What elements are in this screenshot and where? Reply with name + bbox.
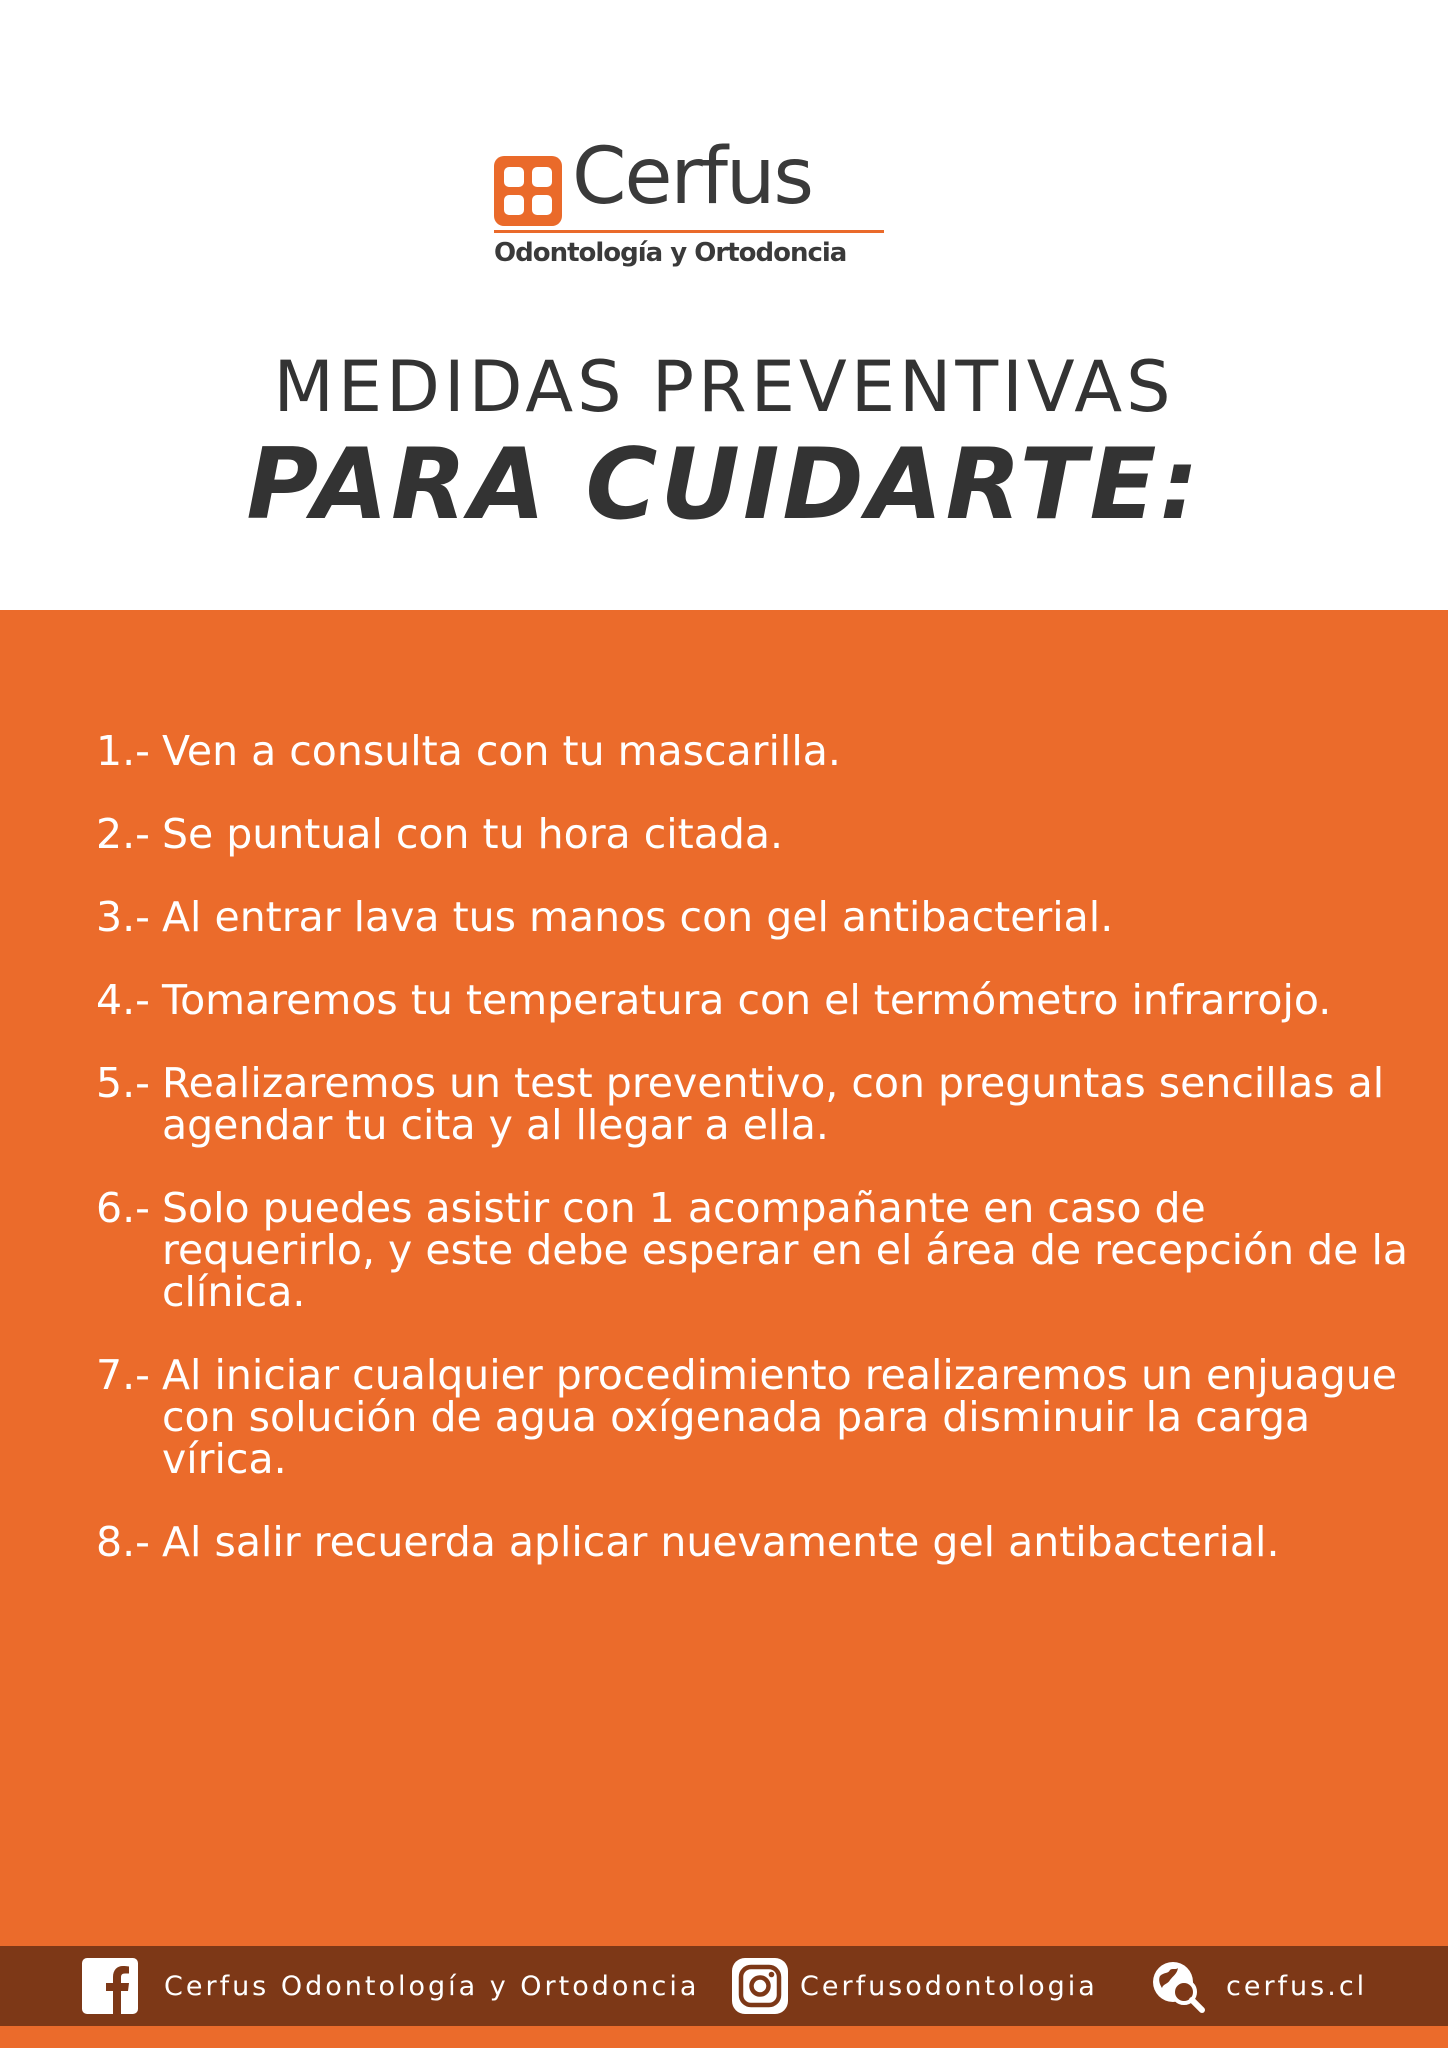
title-line-2: PARA CUIDARTE: bbox=[246, 428, 1202, 542]
measure-text: Solo puedes asistir con 1 acompañante en caso de requerirlo, y este debe esperar en el área de recepción de la clínica. bbox=[162, 1184, 1408, 1316]
logo-wordmark: Cerfus bbox=[572, 132, 813, 222]
social-footer bbox=[0, 1946, 1448, 2026]
measure-item bbox=[96, 1518, 1416, 1566]
measure-number: 3.- bbox=[96, 893, 150, 941]
measure-number: 1.- bbox=[96, 727, 150, 775]
header bbox=[0, 0, 1448, 610]
instagram-label: Cerfusodontologia bbox=[800, 1970, 1098, 2002]
measure-text: Al salir recuerda aplicar nuevamente gel antibacterial. bbox=[162, 1518, 1280, 1566]
measure-number: 7.- bbox=[96, 1351, 150, 1399]
facebook-link[interactable] bbox=[82, 1946, 699, 2026]
measure-number: 8.- bbox=[96, 1518, 150, 1566]
measure-text: Al iniciar cualquier procedimiento realizaremos un enjuague con solución de agua oxígenada para disminuir la carga vírica. bbox=[162, 1351, 1398, 1483]
measure-number: 5.- bbox=[96, 1059, 150, 1107]
cerfus-logo bbox=[494, 132, 884, 274]
website-link[interactable] bbox=[1150, 1946, 1367, 2026]
measures-panel bbox=[0, 610, 1448, 2048]
measures-list bbox=[96, 727, 1416, 1604]
measure-item bbox=[96, 810, 1416, 858]
logo-underline bbox=[494, 230, 884, 233]
instagram-icon bbox=[732, 1958, 788, 2014]
measure-item bbox=[96, 976, 1416, 1024]
title-line-1: MEDIDAS PREVENTIVAS bbox=[273, 346, 1175, 428]
measure-text: Al entrar lava tus manos con gel antibacterial. bbox=[162, 893, 1114, 941]
measure-item bbox=[96, 1059, 1416, 1149]
measure-text: Se puntual con tu hora citada. bbox=[162, 810, 784, 858]
measure-number: 4.- bbox=[96, 976, 150, 1024]
logo-tagline: Odontología y Ortodoncia bbox=[494, 238, 847, 268]
globe-search-icon bbox=[1150, 1958, 1206, 2014]
measure-item bbox=[96, 893, 1416, 941]
measure-item bbox=[96, 727, 1416, 775]
website-label: cerfus.cl bbox=[1226, 1970, 1368, 2002]
measure-text: Realizaremos un test preventivo, con preguntas sencillas al agendar tu cita y al llegar a ella. bbox=[162, 1059, 1385, 1149]
facebook-label: Cerfus Odontología y Ortodoncia bbox=[164, 1970, 700, 2002]
measure-item bbox=[96, 1184, 1416, 1316]
measure-number: 2.- bbox=[96, 810, 150, 858]
measure-item bbox=[96, 1351, 1416, 1483]
facebook-icon bbox=[82, 1958, 138, 2014]
instagram-link[interactable] bbox=[732, 1946, 1098, 2026]
measure-text: Tomaremos tu temperatura con el termómetro infrarrojo. bbox=[162, 976, 1332, 1024]
tooth-grid-logo-icon bbox=[494, 156, 562, 226]
measure-text: Ven a consulta con tu mascarilla. bbox=[162, 727, 841, 775]
measure-number: 6.- bbox=[96, 1184, 150, 1232]
